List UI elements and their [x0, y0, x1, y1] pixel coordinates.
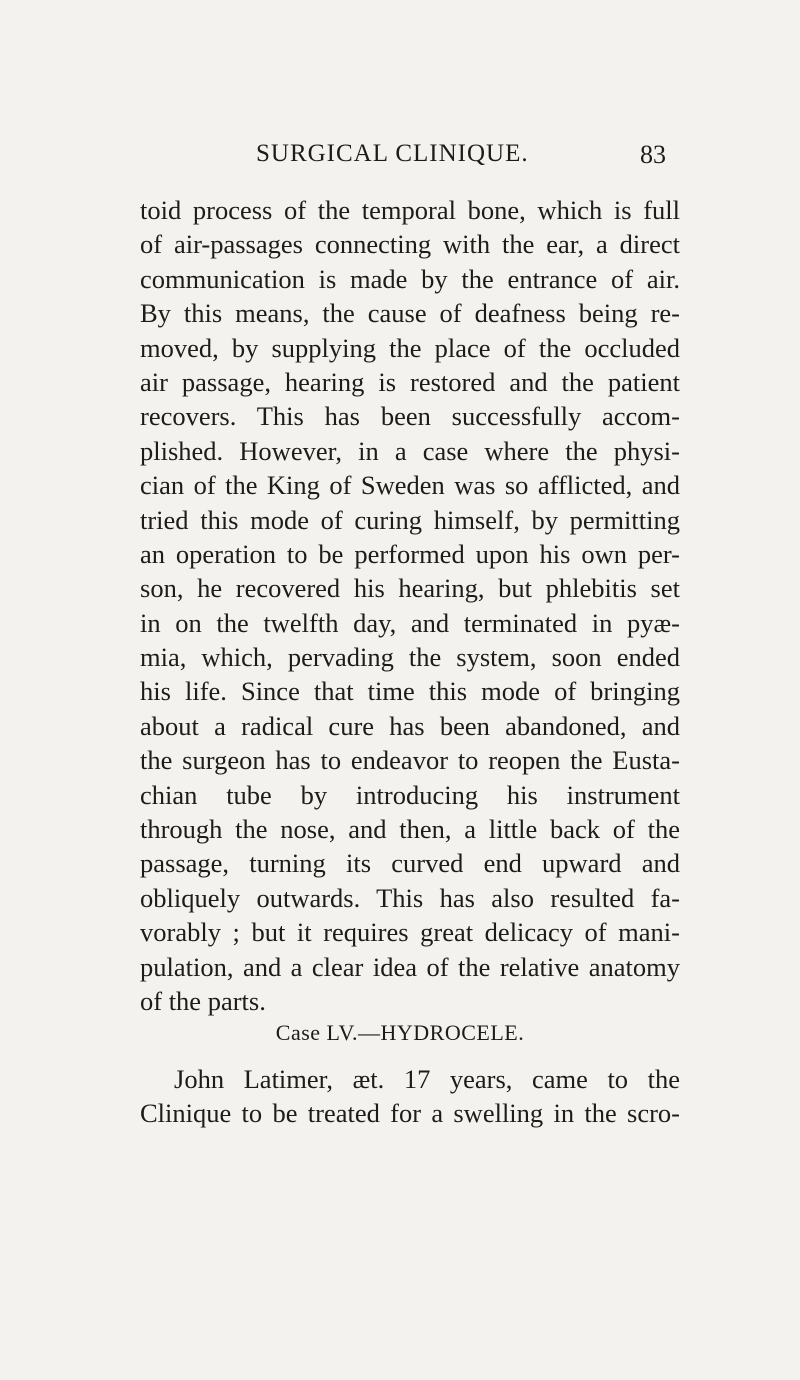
text-line: passage, turning its curved end upward and: [140, 848, 680, 879]
text-line: his life. Since that time this mode of bringing: [140, 676, 680, 707]
text-line: of air-passages connecting with the ear, a direct: [140, 229, 680, 260]
text-line: communication is made by the entrance of air.: [140, 263, 680, 294]
text-line: of the parts.: [140, 985, 266, 1016]
case-paragraph: [140, 1062, 680, 1131]
text-line: through the nose, and then, a little back of the: [140, 814, 680, 845]
text-line: son, he recovered his hearing, but phlebitis set: [140, 573, 680, 604]
text-line: mia, which, pervading the system, soon ended: [140, 642, 680, 673]
text-line: vorably ; but it requires great delicacy of mani-: [140, 917, 680, 948]
page-number: 83: [640, 140, 666, 169]
running-head: [0, 140, 800, 170]
text-line: recovers. This has been successfully accom-: [140, 401, 680, 432]
text-line: toid process of the temporal bone, which is full: [140, 195, 680, 225]
text-line: plished. However, in a case where the physi-: [140, 435, 680, 466]
text-line: cian of the King of Sweden was so afflicted, and: [140, 470, 680, 501]
text-line: chian tube by introducing his instrument: [140, 779, 680, 810]
case-heading: Case LV.—HYDROCELE.: [275, 1020, 525, 1045]
text-line: in on the twelfth day, and terminated in pyæ-: [140, 607, 680, 638]
text-line: Clinique to be treated for a swelling in the scro-: [140, 1098, 680, 1129]
text-line: an operation to be performed upon his own per-: [140, 538, 680, 569]
text-line: about a radical cure has been abandoned, and: [140, 710, 680, 741]
text-line: By this means, the cause of deafness being re-: [140, 298, 680, 329]
running-title: SURGICAL CLINIQUE.: [256, 140, 529, 167]
text-line: obliquely outwards. This has also resulted fa-: [140, 882, 680, 913]
text-line: the surgeon has to endeavor to reopen the Eusta-: [140, 745, 680, 776]
text-line: moved, by supplying the place of the occluded: [140, 332, 680, 363]
text-line: air passage, hearing is restored and the patient: [140, 366, 680, 397]
text-line: tried this mode of curing himself, by permitting: [140, 504, 680, 535]
text-line: John Latimer, æt. 17 years, came to the: [174, 1064, 680, 1094]
body-paragraph: [140, 193, 680, 1018]
text-line: pulation, and a clear idea of the relative anatomy: [140, 951, 680, 982]
